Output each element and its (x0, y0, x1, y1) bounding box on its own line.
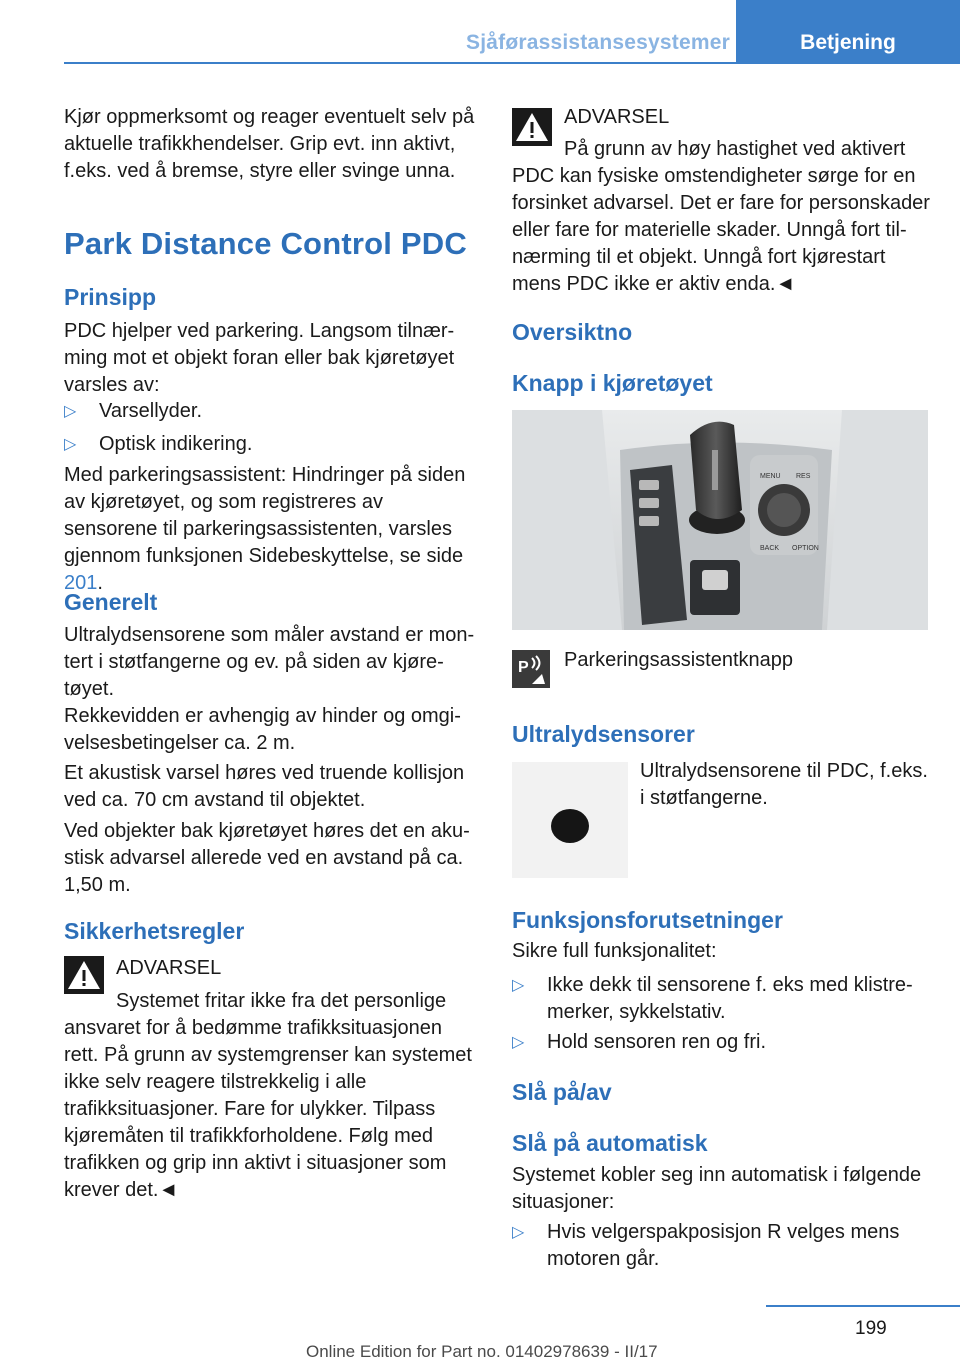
sidebeskyttelse-text: Med parkeringsassistent: Hindringer på siden av kjøretøyet, og som registreres av sensorene til parkeringsassistenten, varsles gjennom funksjonen Sidebeskyttelse, se side 201. (64, 464, 466, 594)
slaa-auto-text: Systemet kobler seg inn automatisk i følgende situasjoner: (512, 1164, 922, 1213)
footer-rule (766, 1305, 960, 1307)
bullet-triangle-icon: ▷ (64, 436, 77, 453)
edition-note: Online Edition for Part no. 01402978639 - II/17 (306, 1342, 658, 1361)
bullet-triangle-icon: ▷ (512, 1224, 525, 1241)
svg-text:P: P (518, 659, 529, 676)
section-title[interactable]: Sjåførassistansesystemer (460, 0, 736, 62)
tab-betjening[interactable]: Betjening (736, 0, 960, 62)
generelt-paragraph: Ultralydsensorene som måler avstand er montert i støtfangerne og ev. på siden av kjøretøyet. (64, 624, 475, 700)
res-key-label: RES (796, 473, 811, 480)
ultralyd-text: Ultralydsensorene til PDC, f.eks. i støtfangerne. (640, 760, 928, 809)
back-key-label: BACK (760, 545, 780, 552)
generelt-heading: Generelt (64, 589, 158, 615)
oversikt-heading: Oversiktno (512, 319, 633, 345)
warning-text: Systemet fritar ikke fra det personlige ansvaret for å bedømme trafikksituasjonen rett. På grunn av systemgrenser kan systemet ikke selv reagere tilstrekkelig i alle trafikksituasjoner. Fare for ulykker. Tilpass kjøremåten til trafikkforholdene. Følg med trafikken og grip inn aktivt i situasjoner som krever det.◄ (64, 990, 472, 1201)
sensor-image (512, 762, 628, 878)
warning-label: ADVARSEL (116, 957, 222, 979)
parking-assistant-icon (512, 650, 550, 688)
ultralyd-heading: Ultralydsensorer (512, 721, 695, 747)
bullet-triangle-icon: ▷ (512, 977, 525, 994)
page-link-201[interactable]: 201 (64, 572, 98, 594)
sikkerhet-heading: Sikkerhetsregler (64, 918, 245, 944)
console-photo (512, 410, 928, 630)
generelt-paragraph: Rekkevidden er avhengig av hinder og omgivelsesbetingelser ca. 2 m. (64, 705, 461, 754)
warning-text: På grunn av høy hastighet ved aktivert PDC kan fysiske omstendigheter sørge for en forsinket advarsel. Det er fare for personskader eller fare for materielle skader. Unngå fort tilnærming til et objekt. Unngå fort kjørestart mens PDC ikke er aktiv enda.◄ (512, 138, 930, 295)
slaa-auto-heading: Slå på automatisk (512, 1130, 708, 1156)
generelt-paragraph: Et akustisk varsel høres ved truende kollisjon ved ca. 70 cm avstand til objektet. (64, 762, 465, 811)
funksjon-text: Sikre full funksjonalitet: (512, 940, 717, 962)
page-number: 199 (855, 1318, 887, 1339)
menu-key-label: MENU (760, 473, 781, 480)
warning-label: ADVARSEL (564, 106, 670, 128)
prinsipp-heading: Prinsipp (64, 284, 157, 310)
knapp-heading: Knapp i kjøretøyet (512, 370, 713, 396)
header-rule (64, 62, 960, 64)
generelt-paragraph: Ved objekter bak kjøretøyet høres det en akustisk advarsel allerede ved en avstand på ca. 1,50 m. (64, 820, 470, 896)
page-title: Park Distance Control PDC (64, 226, 467, 261)
funksjon-heading: Funksjonsforutsetninger (512, 907, 783, 933)
parking-assistant-label: Parkeringsassistentknapp (564, 649, 794, 671)
bullet-triangle-icon: ▷ (512, 1034, 525, 1051)
intro-paragraph: Kjør oppmerksomt og reager eventuelt selv på aktuelle trafikkhendelser. Grip evt. inn aktivt, f.eks. ved å bremse, styre eller svinge unna. (64, 106, 475, 182)
option-key-label: OPTION (792, 545, 819, 552)
bullet-triangle-icon: ▷ (64, 403, 77, 420)
prinsipp-text: PDC hjelper ved parkering. Langsom tilnærming mot et objekt foran eller bak kjøretøyet varsles av: (64, 320, 455, 396)
slaa-heading: Slå på/av (512, 1079, 612, 1105)
